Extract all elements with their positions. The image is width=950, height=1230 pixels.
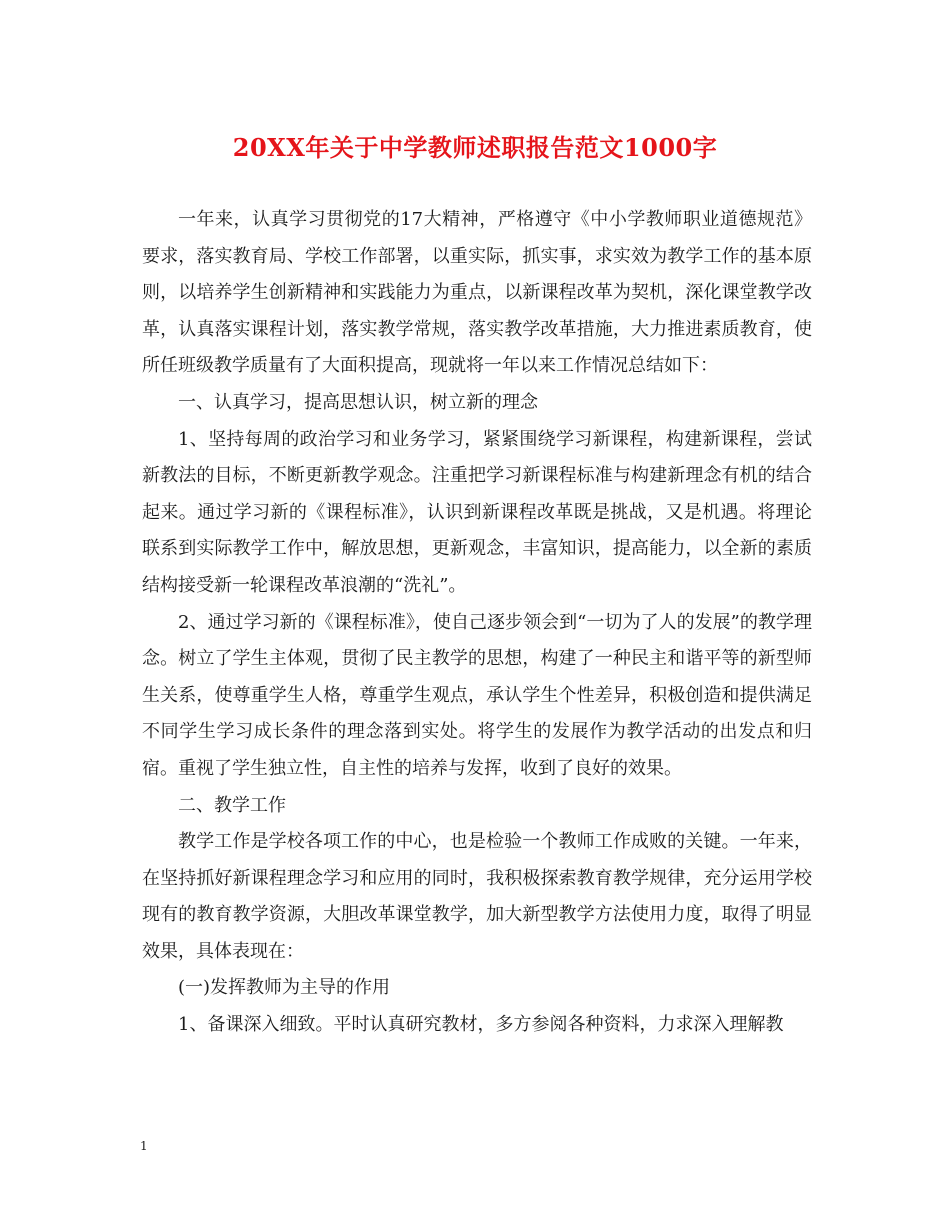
page-number: 1 (140, 1139, 148, 1153)
paragraph-2-1-1: 1、备课深入细致。平时认真研究教材，多方参阅各种资料，力求深入理解教 (178, 1014, 784, 1036)
paragraph-1-1: 1、坚持每周的政治学习和业务学习，紧紧围绕学习新课程，构建新课程，尝试新教法的目标，不断更新教学观念。注重把学习新课程标准与构建新理念有机的结合起来。通过学习新的《课程标准》，认识到新课程改革既是挑战，又是机遇。将理论联系到实际教学工作中，解放思想，更新观念，丰富知识，提高能力，以全新的素质结构接受新一轮课程改革浪潮的“洗礼”。 (142, 428, 812, 596)
paragraph-1-2: 2、通过学习新的《课程标准》，使自己逐步领会到“一切为了人的发展”的教学理念。树立了学生主体观，贯彻了民主教学的思想，构建了一种民主和谐平等的新型师生关系，使尊重学生人格，尊重学生观点，承认学生个性差异，积极创造和提供满足不同学生学习成长条件的理念落到实处。将学生的发展作为教学活动的出发点和归宿。重视了学生独立性，自主性的培养与发挥，收到了良好的效果。 (142, 611, 812, 779)
subsection-heading-2-1: (一)发挥教师为主导的作用 (178, 977, 391, 999)
document-body (142, 202, 812, 1044)
paragraph-2-intro: 教学工作是学校各项工作的中心，也是检验一个教师工作成败的关键。一年来，在坚持抓好新课程理念学习和应用的同时，我积极探索教育教学规律，充分运用学校现有的教育教学资源，大胆改革课堂教学，加大新型教学方法使用力度，取得了明显效果，具体表现在： (142, 831, 812, 962)
document-title: 20XX年关于中学教师述职报告范文1000字 (232, 133, 718, 162)
section-heading-2: 二、教学工作 (178, 794, 286, 816)
section-heading-1: 一、认真学习，提高思想认识，树立新的理念 (178, 391, 538, 413)
paragraph-intro: 一年来，认真学习贯彻党的17大精神，严格遵守《中小学教师职业道德规范》要求，落实教育局、学校工作部署，以重实际，抓实事，求实效为教学工作的基本原则，以培养学生创新精神和实践能力为重点，以新课程改革为契机，深化课堂教学改革，认真落实课程计划，落实教学常规，落实教学改革措施，大力推进素质教育，使所任班级教学质量有了大面积提高，现就将一年以来工作情况总结如下： (142, 209, 812, 377)
